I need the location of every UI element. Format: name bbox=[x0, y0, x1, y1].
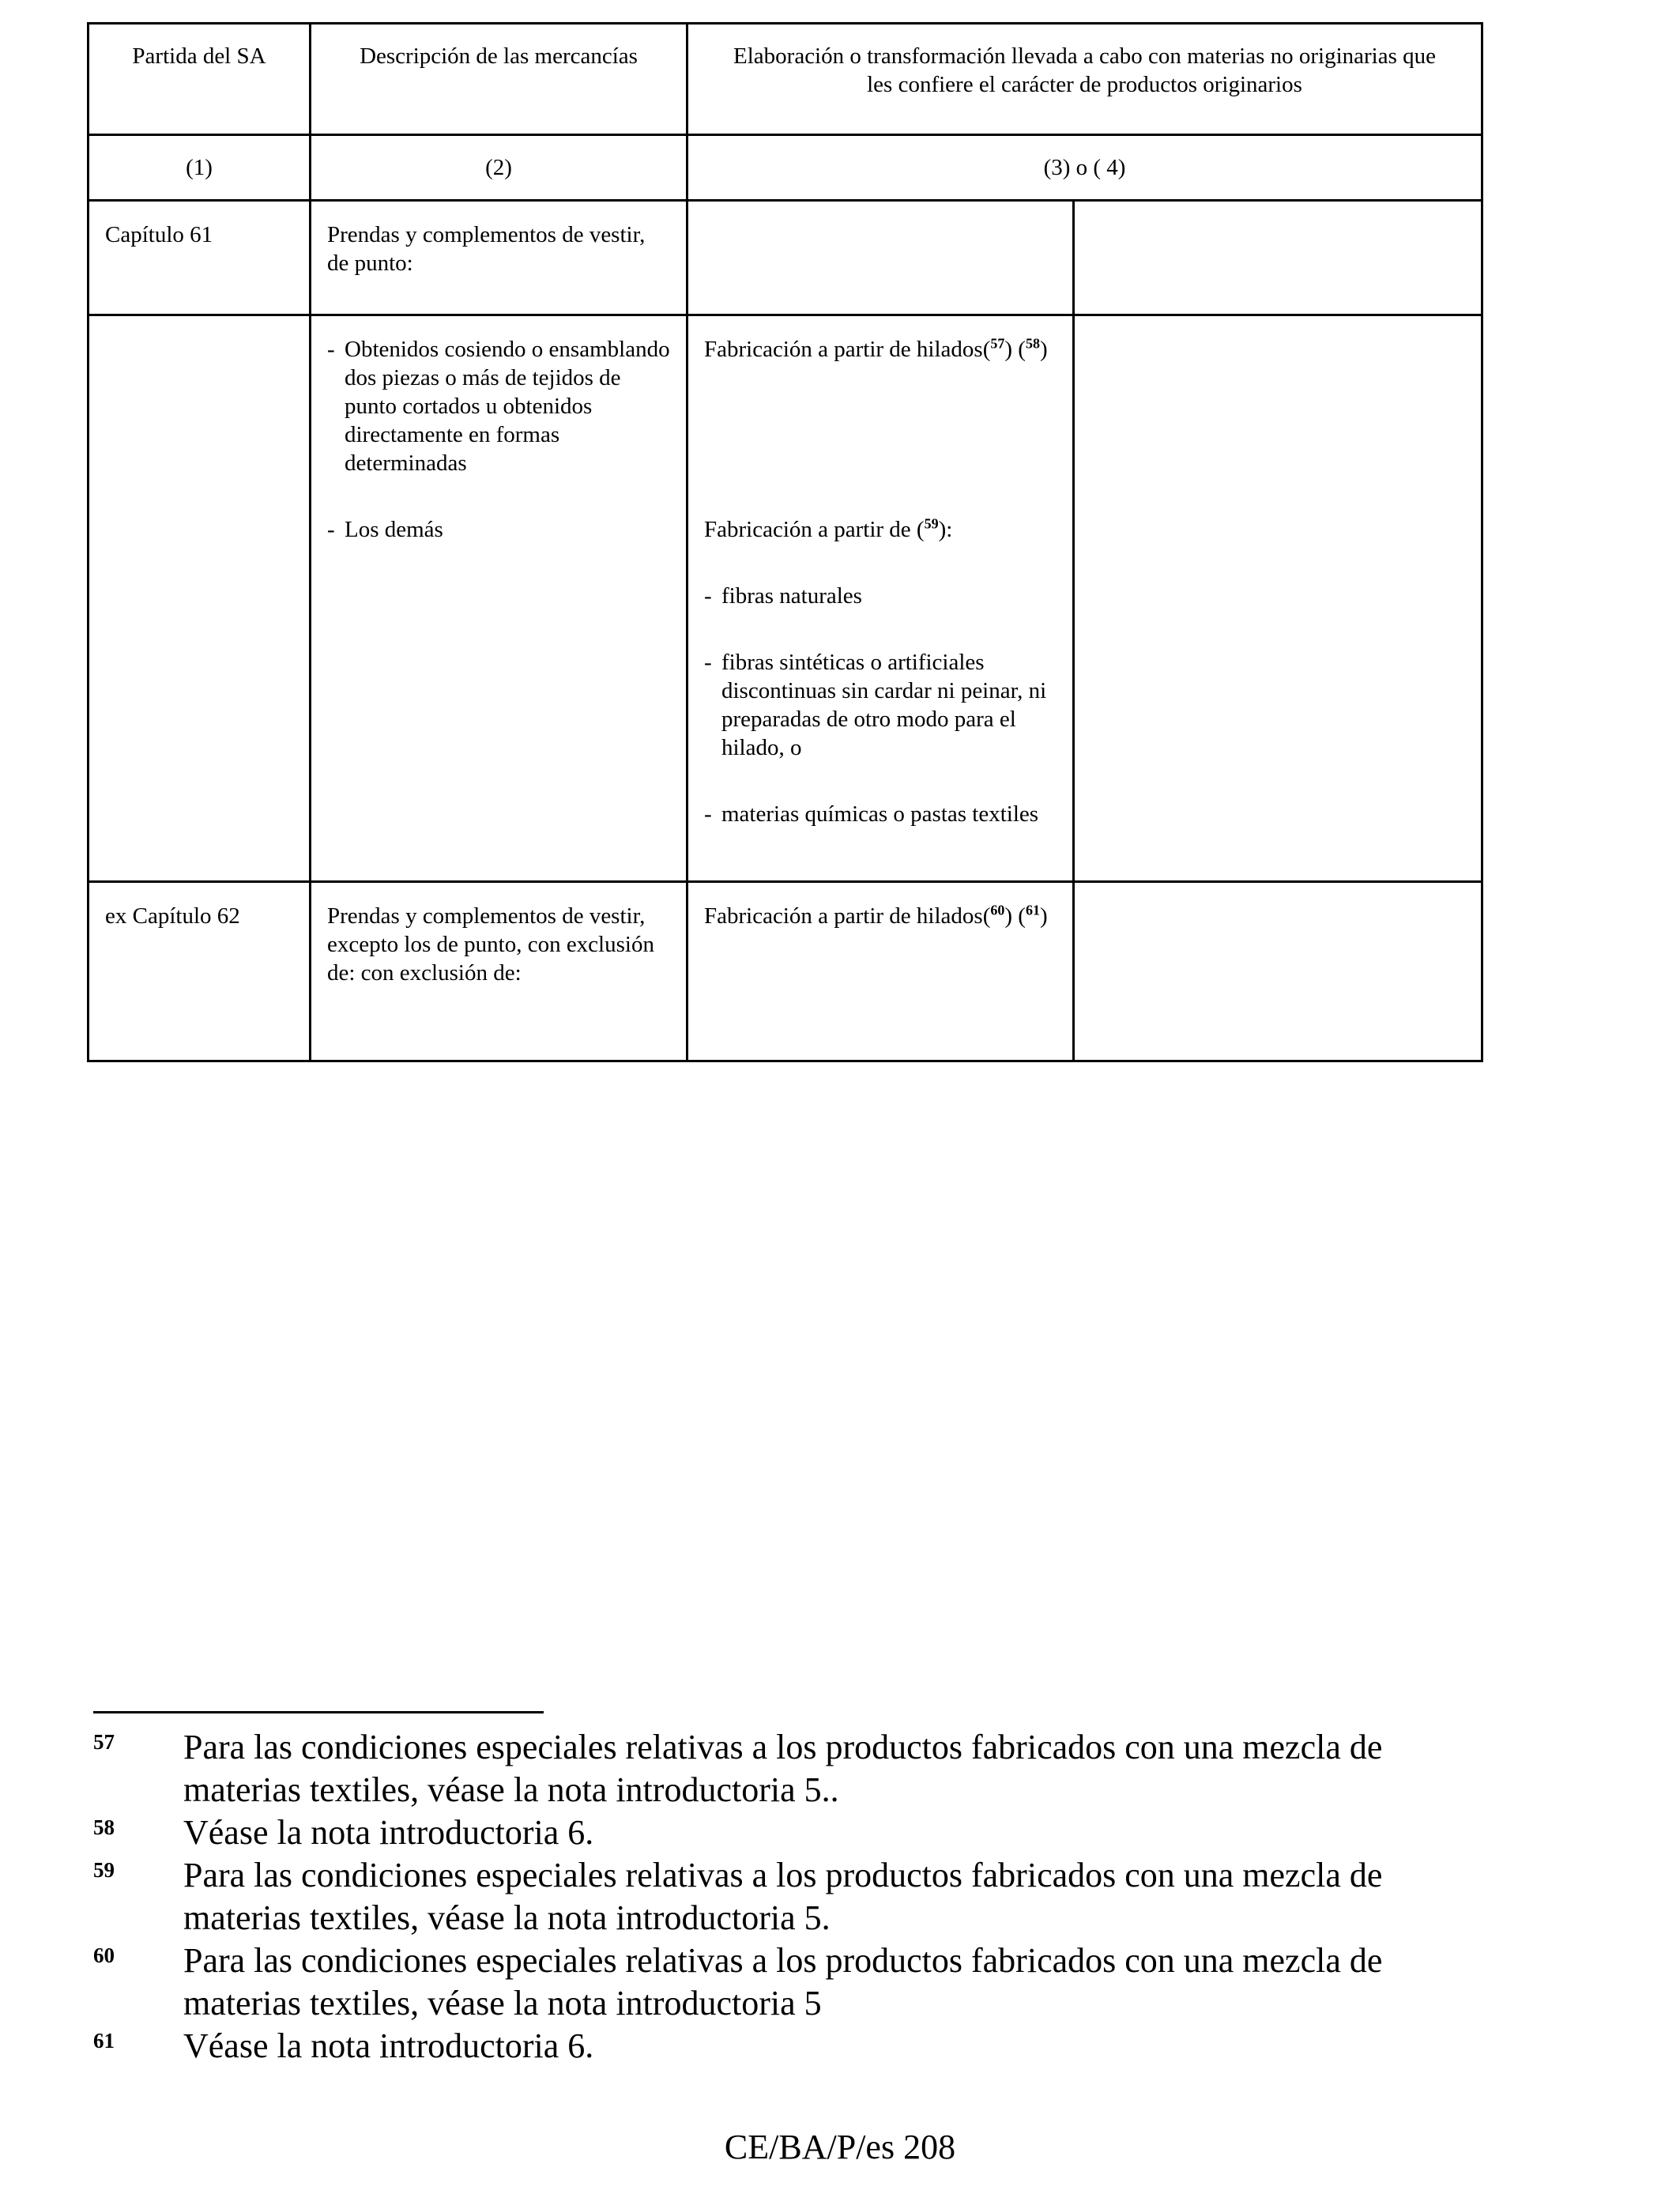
dash-bullet: - bbox=[327, 517, 335, 542]
hs-heading-cell-empty bbox=[89, 315, 311, 882]
footnote-number: 61 bbox=[93, 2029, 115, 2053]
origin-rules-table bbox=[87, 22, 1483, 1062]
footnote-60 bbox=[93, 1940, 1484, 2025]
footnote-number: 57 bbox=[93, 1730, 115, 1754]
table-header-row bbox=[89, 24, 1482, 135]
list-item bbox=[704, 582, 1057, 610]
desc-item-others: Los demás bbox=[345, 517, 443, 542]
footnote-ref-58[interactable]: 58 bbox=[1025, 335, 1040, 352]
footnote-text: Véase la nota introductoria 6. bbox=[183, 2026, 594, 2065]
footnotes bbox=[93, 1726, 1484, 2068]
table-row bbox=[89, 201, 1482, 315]
page-identifier: CE/BA/P/es 208 bbox=[724, 2128, 956, 2166]
alt-rule-cell-empty bbox=[1074, 201, 1482, 315]
footnote-text: Para las condiciones especiales relativas a los productos fabricados con una mezcla de materias textiles, véase la nota introductoria 5 bbox=[183, 1941, 1383, 2022]
description-cell: Prendas y complementos de vestir, excepto los de punto, con exclusión de: con exclusión de: bbox=[311, 882, 687, 1061]
footnote-number: 58 bbox=[93, 1815, 115, 1839]
rule-cell-empty bbox=[687, 201, 1074, 315]
rule-item-synthetic-fibres: fibras sintéticas o artificiales discontinuas sin cardar ni peinar, ni preparadas de otro modo para el hilado, o bbox=[721, 650, 1047, 760]
dash-bullet: - bbox=[704, 650, 712, 675]
hs-heading-cell: ex Capítulo 62 bbox=[89, 882, 311, 1061]
rule-item-chemical-materials: materias químicas o pastas textiles bbox=[721, 801, 1039, 827]
footnote-text: Para las condiciones especiales relativas a los productos fabricados con una mezcla de materias textiles, véase la nota introductoria 5. bbox=[183, 1856, 1383, 1937]
column-number-row bbox=[89, 135, 1482, 201]
column-number-2: (2) bbox=[311, 135, 687, 201]
footnote-57 bbox=[93, 1726, 1484, 1811]
list-item bbox=[327, 515, 670, 544]
header-hs-heading: Partida del SA bbox=[89, 24, 311, 135]
column-number-1: (1) bbox=[89, 135, 311, 201]
rule-cell: Fabricación a partir de hilados($^{60}$) ($^{61}$) bbox=[687, 882, 1074, 1061]
footnote-59 bbox=[93, 1854, 1484, 1940]
footnote-number: 60 bbox=[93, 1943, 115, 1967]
footnote-61 bbox=[93, 2025, 1484, 2068]
list-item bbox=[704, 800, 1057, 828]
table-row bbox=[89, 315, 1482, 882]
rule-cell bbox=[687, 315, 1074, 882]
dash-bullet: - bbox=[704, 801, 712, 827]
footnote-text: Véase la nota introductoria 6. bbox=[183, 1813, 594, 1852]
table-row bbox=[89, 882, 1482, 1061]
footnote-ref-61[interactable]: 61 bbox=[1025, 902, 1040, 918]
dash-bullet: - bbox=[327, 337, 335, 362]
footnote-58 bbox=[93, 1811, 1484, 1854]
footnote-ref-57[interactable]: 57 bbox=[990, 335, 1005, 352]
list-item bbox=[704, 648, 1057, 762]
description-cell: Prendas y complementos de vestir, de punto: bbox=[311, 201, 687, 315]
rule-from: Fabricación a partir de ($^{59}$): bbox=[704, 515, 953, 542]
description-cell bbox=[311, 315, 687, 882]
hs-heading-cell: Capítulo 61 bbox=[89, 201, 311, 315]
rule-item-natural-fibres: fibras naturales bbox=[721, 583, 862, 609]
alt-rule-cell-empty bbox=[1074, 882, 1482, 1061]
footnote-separator bbox=[93, 1711, 544, 1713]
header-description: Descripción de las mercancías bbox=[311, 24, 687, 135]
footnote-number: 59 bbox=[93, 1858, 115, 1882]
rule-yarn: Fabricación a partir de hilados($^{57}$) ($^{58}$) bbox=[704, 335, 1048, 362]
desc-item-assembled: Obtenidos cosiendo o ensamblando dos piezas o más de tejidos de punto cortados u obtenidos directamente en formas determinadas bbox=[345, 337, 670, 476]
list-item bbox=[327, 335, 670, 477]
alt-rule-cell-empty bbox=[1074, 315, 1482, 882]
footnote-ref-60[interactable]: 60 bbox=[990, 902, 1005, 918]
dash-bullet: - bbox=[704, 583, 712, 609]
header-processing: Elaboración o transformación llevada a cabo con materias no originarias que les confiere el carácter de productos originarios bbox=[687, 24, 1482, 135]
footnote-text: Para las condiciones especiales relativas a los productos fabricados con una mezcla de materias textiles, véase la nota introductoria 5.. bbox=[183, 1728, 1383, 1809]
footnote-ref-59[interactable]: 59 bbox=[924, 515, 939, 532]
column-number-3-4: (3) o ( 4) bbox=[687, 135, 1482, 201]
